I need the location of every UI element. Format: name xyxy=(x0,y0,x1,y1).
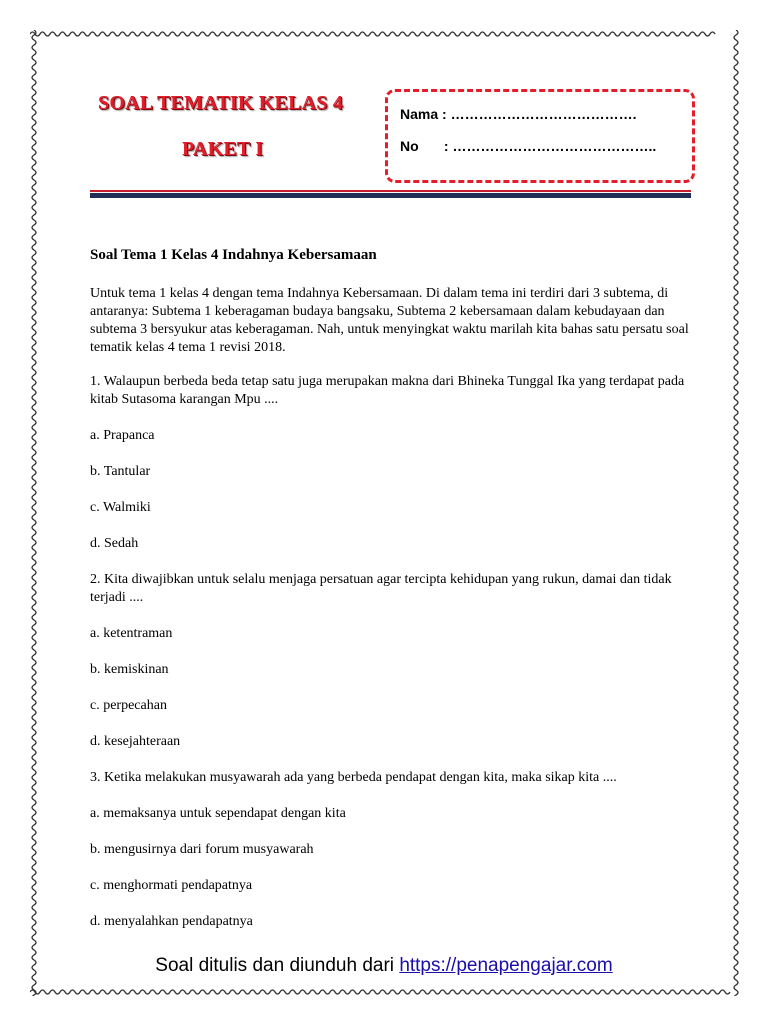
no-dots: : …………………………………….. xyxy=(443,138,657,154)
q2-option-b: b. kemiskinan xyxy=(90,662,169,677)
q3-option-c: c. menghormati pendapatnya xyxy=(90,878,253,893)
name-box xyxy=(385,89,695,183)
page-title: SOAL TEMATIK KELAS 4 xyxy=(98,92,343,114)
q1-option-a: a. Prapanca xyxy=(90,428,155,443)
q2-option-a: a. ketentraman xyxy=(90,626,173,641)
intro-paragraph: Untuk tema 1 kelas 4 dengan tema Indahnya Kebersamaan. Di dalam tema ini terdiri dari 3 subtema, di antaranya: Subtema 1 keberagaman budaya bangsaku, Subtema 2 kebersamaan dalam kebudayaan dan subtema 3 bersyukur atas keberagaman. Nah, untuk menyingkat waktu marilah kita bahas satu persatu soal tematik kelas 4 tema 1 revisi 2018. xyxy=(90,286,689,355)
name-dots: …………………………………. xyxy=(450,106,637,122)
question-3: 3. Ketika melakukan musyawarah ada yang berbeda pendapat dengan kita, maka sikap kita .... xyxy=(90,770,617,785)
page-border-top xyxy=(30,30,740,38)
no-label: No xyxy=(400,138,419,154)
section-heading: Soal Tema 1 Kelas 4 Indahnya Kebersamaan xyxy=(90,247,377,263)
page-border-right xyxy=(732,30,740,996)
q1-option-c: c. Walmiki xyxy=(90,500,151,515)
question-2: 2. Kita diwajibkan untuk selalu menjaga persatuan agar tercipta kehidupan yang rukun, damai dan tidak terjadi .... xyxy=(90,572,672,605)
q3-option-b: b. mengusirnya dari forum musyawarah xyxy=(90,842,314,857)
number-field[interactable] xyxy=(400,138,656,154)
q3-option-a: a. memaksanya untuk sependapat dengan kita xyxy=(90,806,346,821)
q1-option-b: b. Tantular xyxy=(90,464,151,479)
q3-option-d: d. menyalahkan pendapatnya xyxy=(90,914,253,929)
footer-link[interactable]: https://penapengajar.com xyxy=(399,955,613,976)
footer-text: Soal ditulis dan diunduh dari xyxy=(155,955,400,976)
q1-option-d: d. Sedah xyxy=(90,536,139,551)
page-subtitle: PAKET I xyxy=(182,138,264,160)
page-border-bottom xyxy=(30,988,740,996)
q2-option-c: c. perpecahan xyxy=(90,698,167,713)
name-field[interactable] xyxy=(400,106,636,122)
name-label: Nama : xyxy=(400,106,447,122)
question-1: 1. Walaupun berbeda beda tetap satu juga merupakan makna dari Bhineka Tunggal Ika yang terdapat pada kitab Sutasoma karangan Mpu .... xyxy=(90,374,685,407)
page-border-left xyxy=(30,30,38,996)
footer xyxy=(0,955,768,977)
q2-option-d: d. kesejahteraan xyxy=(90,734,181,749)
header-rule-red xyxy=(90,190,691,192)
header-rule-navy xyxy=(90,193,691,198)
